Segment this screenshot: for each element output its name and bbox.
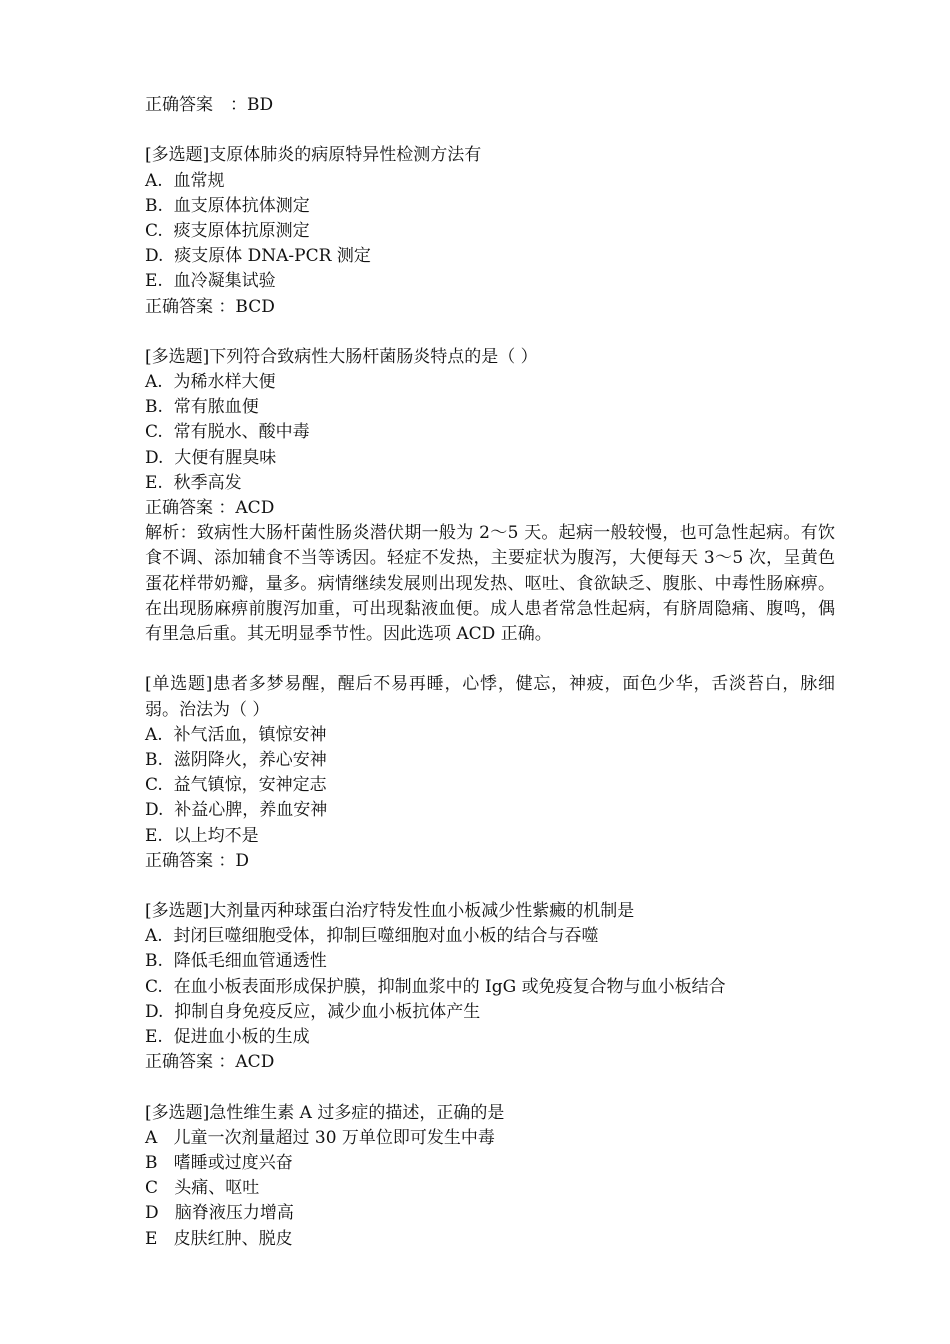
block-gap bbox=[145, 647, 835, 672]
option-c: C. 在血小板表面形成保护膜，抑制血浆中的 IgG 或免疫复合物与血小板结合 bbox=[145, 976, 726, 997]
block-gap bbox=[145, 320, 835, 345]
option-c: C. 益气镇惊，安神定志 bbox=[145, 775, 327, 796]
question-text: [多选题]下列符合致病性大肠杆菌肠炎特点的是（ ） bbox=[145, 346, 538, 367]
block-gap bbox=[145, 1075, 835, 1100]
question-text: [多选题]急性维生素 A 过多症的描述，正确的是 bbox=[145, 1102, 505, 1123]
answer-line: 正确答案 ：ACD bbox=[145, 498, 275, 518]
question-text: [多选题]支原体肺炎的病原特异性检测方法有 bbox=[145, 145, 482, 166]
block-gap bbox=[145, 874, 835, 899]
option-a: A. 为稀水样大便 bbox=[145, 372, 276, 393]
answer-line: 正确答案 ：D bbox=[145, 850, 250, 871]
option-c: C. 痰支原体抗原测定 bbox=[145, 220, 310, 241]
document-content bbox=[145, 93, 835, 1252]
question-text: [多选题]大剂量丙种球蛋白治疗特发性血小板减少性紫癜的机制是 bbox=[145, 901, 635, 922]
answer-line: 正确答案 ：BCD bbox=[145, 296, 275, 317]
option-b: B. 常有脓血便 bbox=[145, 397, 259, 418]
option-b: B. 滋阴降火，养心安神 bbox=[145, 749, 327, 770]
option-d: D 脑脊液压力增高 bbox=[145, 1203, 294, 1224]
option-a: A 儿童一次剂量超过 30 万单位即可发生中毒 bbox=[145, 1127, 495, 1148]
option-a: A. 补气活血，镇惊安神 bbox=[145, 724, 327, 745]
option-e: E. 血冷凝集试验 bbox=[145, 271, 276, 292]
option-a: A. 封闭巨噬细胞受体，抑制巨噬细胞对血小板的结合与吞噬 bbox=[145, 926, 599, 947]
option-a: A. 血常规 bbox=[145, 170, 225, 191]
block-gap bbox=[145, 118, 835, 143]
question-text: [单选题]患者多梦易醒，醒后不易再睡，心悸，健忘，神疲，面色少华，舌淡苔白，脉细弱。治法为（ ） bbox=[145, 674, 835, 720]
option-e: E. 秋季高发 bbox=[145, 472, 242, 493]
option-e: E. 促进血小板的生成 bbox=[145, 1027, 310, 1048]
option-b: B. 降低毛细血管通透性 bbox=[145, 951, 327, 972]
option-c: C. 常有脱水、酸中毒 bbox=[145, 422, 310, 443]
option-b: B. 血支原体抗体测定 bbox=[145, 195, 310, 216]
option-d: D. 补益心脾，养血安神 bbox=[145, 800, 328, 821]
option-e: E. 以上均不是 bbox=[145, 825, 259, 846]
option-b: B 嗜睡或过度兴奋 bbox=[145, 1152, 293, 1173]
analysis-paragraph: 解析：致病性大肠杆菌性肠炎潜伏期一般为 2～5 天。起病一般较慢，也可急性起病。有饮食不调、添加辅食不当等诱因。轻症不发热，主要症状为腹泻，大便每天 3～5 次，呈黄色蛋花样带奶瓣，量多。病情继续发展则出现发热、呕吐、食欲缺乏、腹胀、中毒性肠麻痹。在出现肠麻痹前腹泻加重，可出现黏液血便。成人患者常急性起病，有脐周隐痛、腹鸣，偶有里急后重。其无明显季节性。因此选项 ACD 正确。 bbox=[145, 523, 835, 644]
option-c: C 头痛、呕吐 bbox=[145, 1178, 260, 1199]
option-d: D. 痰支原体 DNA-PCR 测定 bbox=[145, 246, 371, 267]
option-d: D. 抑制自身免疫反应，减少血小板抗体产生 bbox=[145, 1001, 481, 1022]
answer-line: 正确答案 ：BD bbox=[145, 95, 274, 115]
option-d: D. 大便有腥臭味 bbox=[145, 447, 277, 468]
answer-line: 正确答案 ：ACD bbox=[145, 1052, 275, 1073]
option-e: E 皮肤红肿、脱皮 bbox=[145, 1228, 293, 1249]
